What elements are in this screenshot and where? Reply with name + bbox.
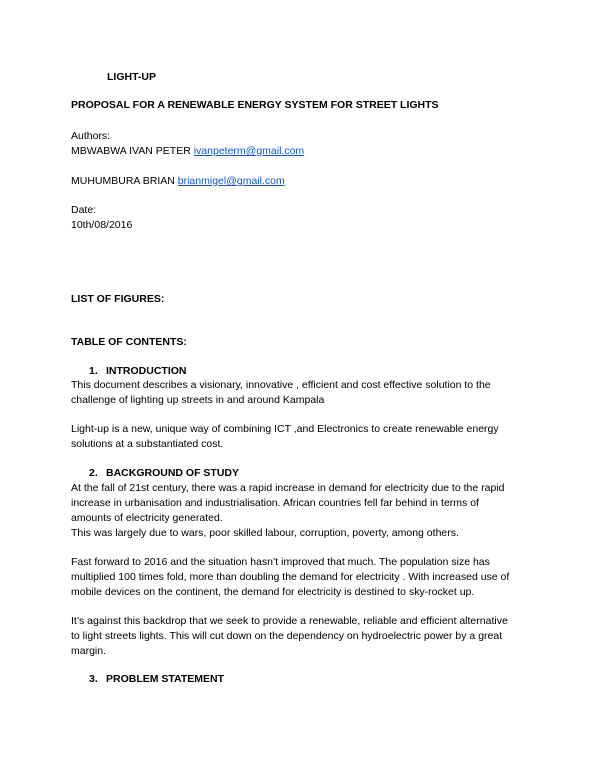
section-heading-background [89,466,239,481]
date-value: 10th/08/2016 [71,219,133,231]
paragraph [71,555,541,600]
author-email-link[interactable]: ivanpeterm@gmail.com [193,145,305,157]
section-title: PROBLEM STATEMENT [106,673,225,685]
text-line: Light-up is a new, unique way of combining ICT ,and Electronics to create renewable energy [71,423,499,435]
text-line: challenge of lighting up streets in and around Kampala [71,394,325,406]
text-line: amounts of electricity generated. [71,512,223,524]
section-number: 3. [89,673,98,685]
text-line: increase in urbanisation and industrialisation. African countries fell far behind in terms of [71,497,479,509]
text-line: to light streets lights. This will cut down on the dependency on hydroelectric power by a great [71,630,503,642]
table-of-contents-heading: TABLE OF CONTENTS: [71,336,187,348]
author-name: MUHUMBURA BRIAN [71,175,175,187]
doc-subtitle: PROPOSAL FOR A RENEWABLE ENERGY SYSTEM FOR STREET LIGHTS [71,99,439,111]
text-line: It’s against this backdrop that we seek to provide a renewable, reliable and efficient alternative [71,615,508,627]
text-line: multiplied 100 times fold, more than doubling the demand for electricity . With increased use of [71,571,510,583]
text-line: solutions at a substantiated cost. [71,438,224,450]
authors-label: Authors: [71,130,111,142]
date-label: Date: [71,204,97,216]
section-number: 1. [89,365,98,377]
author-line-1 [71,144,541,159]
list-of-figures-heading: LIST OF FIGURES: [71,293,165,305]
paragraph [71,614,541,659]
text-line: Fast forward to 2016 and the situation hasn’t improved that much. The population size has [71,556,490,568]
text-line: margin. [71,645,107,657]
section-heading-problem-statement [89,672,224,687]
section-title: INTRODUCTION [106,365,187,377]
section-number: 2. [89,467,98,479]
text-line: At the fall of 21st century, there was a rapid increase in demand for electricity due to the rapid [71,482,505,494]
paragraph [71,481,541,541]
text-line: This was largely due to wars, poor skilled labour, corruption, poverty, among others. [71,527,459,539]
author-line-2 [71,174,541,189]
doc-title: LIGHT-UP [107,71,156,83]
text-line: mobile devices on the continent, the demand for electricity is destined to sky-rocket up. [71,586,475,598]
author-email-link[interactable]: brianmigel@gmail.com [177,175,285,187]
paragraph [71,378,541,408]
section-heading-introduction [89,364,187,379]
author-name: MBWABWA IVAN PETER [71,145,191,157]
paragraph [71,422,541,452]
text-line: This document describes a visionary, innovative , efficient and cost effective solution to the [71,379,491,391]
section-title: BACKGROUND OF STUDY [106,467,239,479]
